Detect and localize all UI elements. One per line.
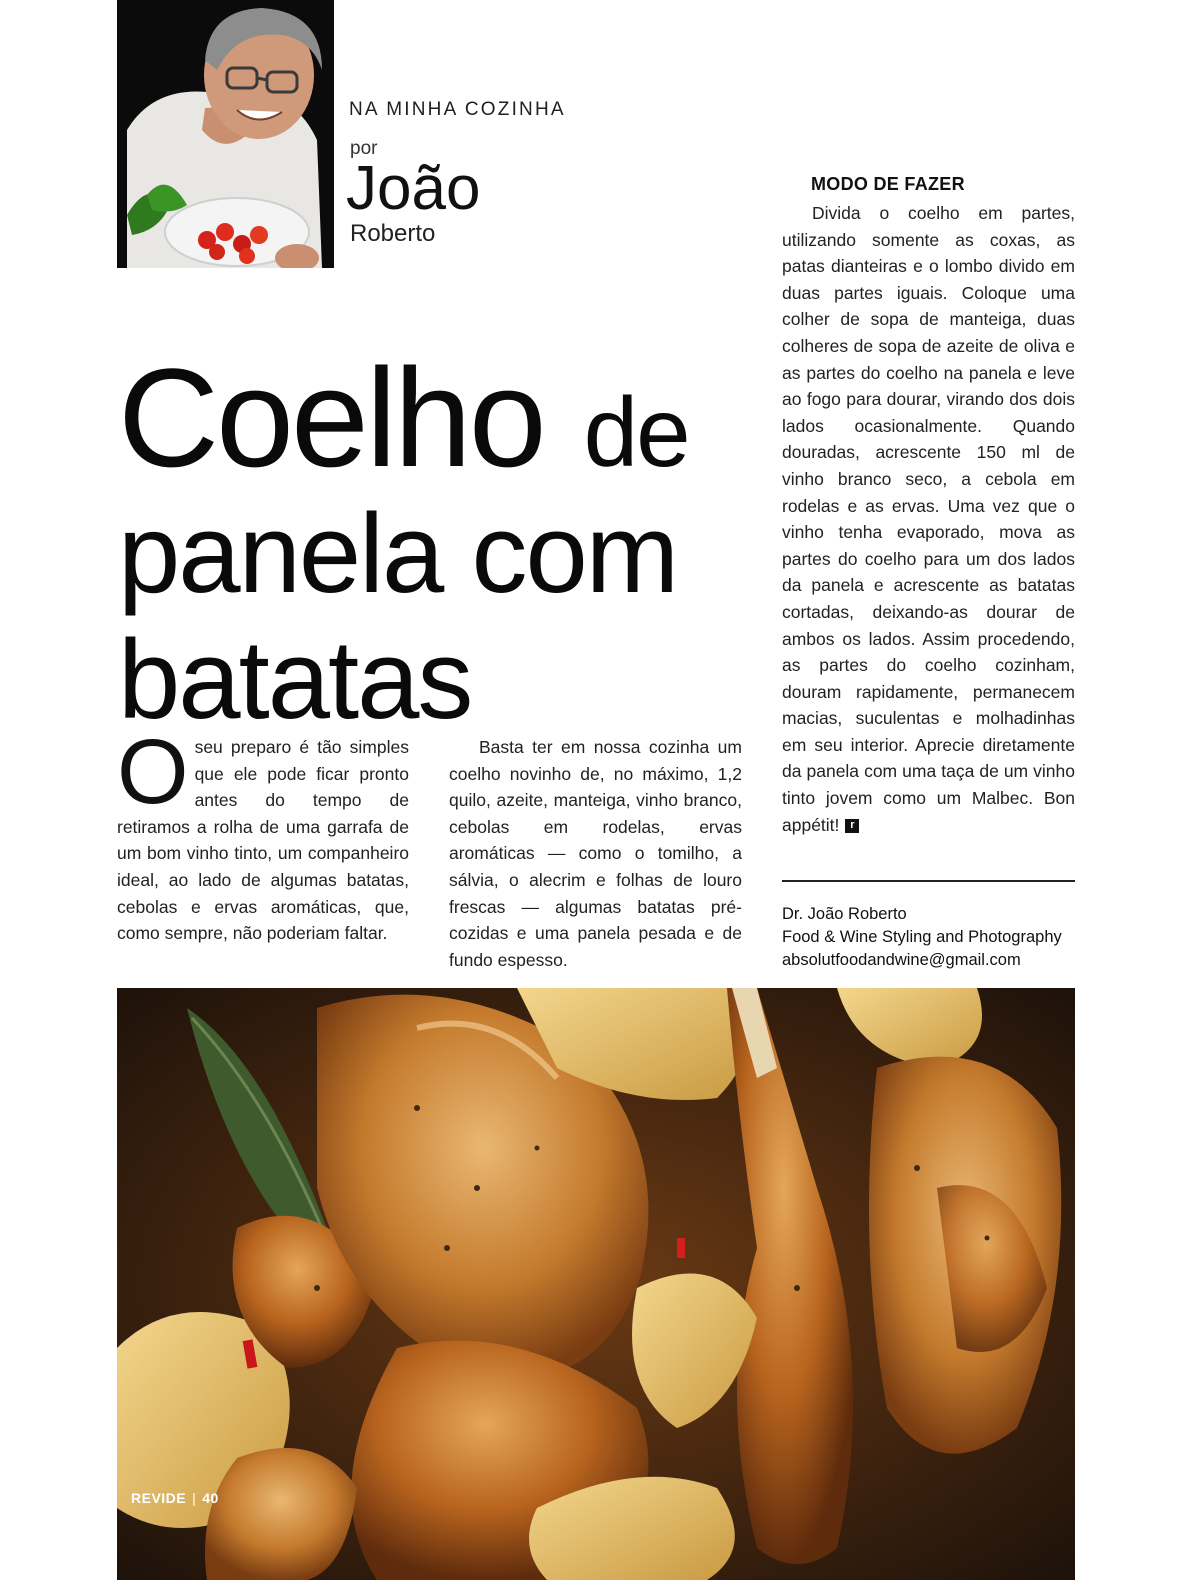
title-word-de: de <box>583 377 689 487</box>
magazine-name: REVIDE <box>131 1490 187 1506</box>
ingredients-column <box>449 734 742 973</box>
end-mark-icon: r <box>845 819 859 833</box>
author-last-name: Roberto <box>350 220 436 247</box>
credit-name: Dr. João Roberto <box>782 905 907 923</box>
article-title <box>118 339 758 742</box>
intro-column <box>117 721 409 947</box>
author-first-name: João <box>346 154 481 223</box>
dish-photo <box>117 988 1075 1580</box>
title-line-2: panela com <box>118 491 678 616</box>
method-heading: MODO DE FAZER <box>811 174 965 194</box>
footer-separator: | <box>192 1490 197 1506</box>
author-credits <box>782 903 1082 972</box>
byline-prefix: por <box>350 138 378 159</box>
intro-text: seu preparo é tão simples que ele pode ficar pronto antes do tempo de retiramos a rolha de uma garrafa de um bom vinho tinto, um companheiro ideal, ao lado de algumas batatas, cebolas e ervas aromáticas, que, como sempre, não poderiam faltar. <box>117 737 409 944</box>
credit-email: absolutfoodandwine@gmail.com <box>782 951 1021 969</box>
title-word-coelho: Coelho <box>118 339 544 496</box>
drop-cap: O <box>117 721 189 823</box>
method-column <box>782 200 1075 838</box>
title-line-3: batatas <box>118 617 472 742</box>
credit-role: Food & Wine Styling and Photography <box>782 928 1062 946</box>
section-label: NA MINHA COZINHA <box>349 99 566 120</box>
page-number: 40 <box>202 1490 219 1506</box>
ingredients-text: Basta ter em nossa cozinha um coelho novinho de, no máximo, 1,2 quilo, azeite, manteiga, vinho branco, cebolas em rodelas, ervas aromáticas — como o tomilho, a sálvia, o alecrim e folhas de louro frescas — algumas batatas pré-cozidas e uma panela pesada e de fundo espesso. <box>449 737 742 970</box>
page-footer <box>131 1490 219 1506</box>
method-text: Divida o coelho em partes, utilizando somente as coxas, as patas dianteiras e o lombo divido em duas partes iguais. Coloque uma colher de sopa de manteiga, duas colheres de sopa de azeite de oliva e as partes do coelho na panela e leve ao fogo para dourar, virando dos dois lados ocasionalmente. Quando douradas, acrescente 150 ml de vinho branco seco, a cebola em rodelas e as ervas. Uma vez que o vinho tenha evaporado, mova as partes do coelho para um dos lados da panela e acrescente as batatas cortadas, deixando-as dourar de ambos os lados. Assim procedendo, as partes do coelho cozinham, douram rapidamente, permanecem macias, suculentas e molhadinhas em seu interior. Aprecie diretamente da panela com uma taça de um vinho tinto jovem como um Malbec. Bon appétit! <box>782 203 1075 835</box>
credits-divider <box>782 880 1075 882</box>
author-portrait <box>117 0 334 268</box>
